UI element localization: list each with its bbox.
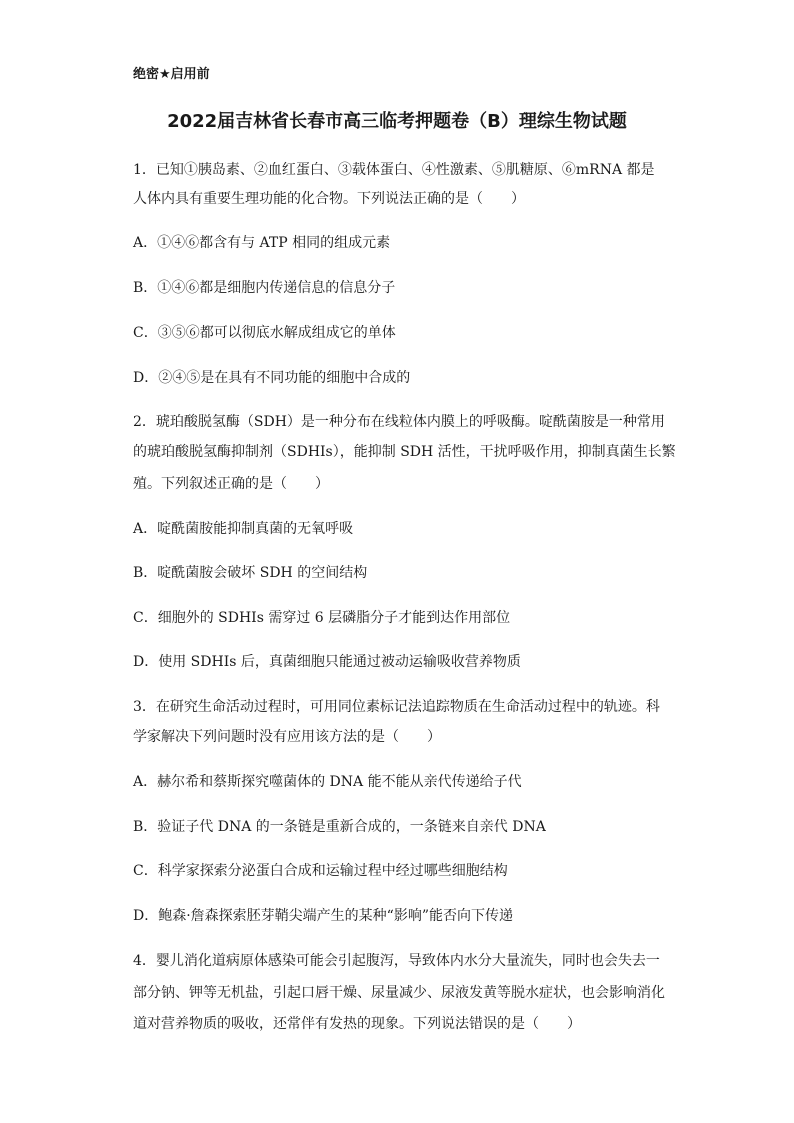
q3-stem-line-2: 学家解决下列问题时没有应用该方法的是（ ） — [133, 729, 441, 745]
q2-option-c: C．细胞外的 SDHIs 需穿过 6 层磷脂分子才能到达作用部位 — [133, 610, 511, 626]
q2-option-a: A．啶酰菌胺能抑制真菌的无氧呼吸 — [133, 521, 354, 537]
q1-stem-line-1: 1．已知①胰岛素、②血红蛋白、③载体蛋白、④性激素、⑤肌糖原、⑥mRNA 都是 — [133, 162, 655, 178]
page-title: 2022届吉林省长春市高三临考押题卷（B）理综生物试题 — [167, 111, 627, 132]
q4-stem-line-1: 4．婴儿消化道病原体感染可能会引起腹泻，导致体内水分大量流失，同时也会失去一 — [133, 953, 660, 969]
q3-option-b: B．验证子代 DNA 的一条链是重新合成的，一条链来自亲代 DNA — [133, 819, 546, 835]
q2-stem-line-1: 2．琥珀酸脱氢酶（SDH）是一种分布在线粒体内膜上的呼吸酶。啶酰菌胺是一种常用 — [133, 414, 665, 430]
q4-stem-line-3: 道对营养物质的吸收，还常伴有发热的现象。下列说法错误的是（ ） — [133, 1016, 581, 1032]
secret-label: 绝密★启用前 — [133, 67, 210, 82]
q1-option-b: B．①④⑥都是细胞内传递信息的信息分子 — [133, 280, 396, 296]
q2-option-d: D．使用 SDHIs 后，真菌细胞只能通过被动运输吸收营养物质 — [133, 654, 521, 670]
q4-stem-line-2: 部分钠、钾等无机盐，引起口唇干燥、尿量减少、尿液发黄等脱水症状，也会影响消化 — [133, 985, 665, 1001]
q2-option-b: B．啶酰菌胺会破坏 SDH 的空间结构 — [133, 565, 368, 581]
q1-option-c: C．③⑤⑥都可以彻底水解成组成它的单体 — [133, 325, 396, 341]
q3-stem-line-1: 3．在研究生命活动过程时，可用同位素标记法追踪物质在生命活动过程中的轨迹。科 — [133, 699, 660, 715]
q2-stem-line-2: 的琥珀酸脱氢酶抑制剂（SDHIs），能抑制 SDH 活性，干扰呼吸作用，抑制真菌生长繁 — [133, 444, 676, 460]
q3-option-a: A．赫尔希和蔡斯探究噬菌体的 DNA 能不能从亲代传递给子代 — [133, 774, 522, 790]
q2-stem-line-3: 殖。下列叙述正确的是（ ） — [133, 476, 329, 492]
q1-stem-line-2: 人体内具有重要生理功能的化合物。下列说法正确的是（ ） — [133, 191, 525, 207]
q1-option-d: D．②④⑤是在具有不同功能的细胞中合成的 — [133, 370, 411, 386]
q1-option-a: A．①④⑥都含有与 ATP 相同的组成元素 — [133, 235, 391, 251]
q3-option-c: C．科学家探索分泌蛋白合成和运输过程中经过哪些细胞结构 — [133, 863, 508, 879]
q3-option-d: D．鲍森·詹森探索胚芽鞘尖端产生的某种“影响”能否向下传递 — [133, 908, 513, 924]
